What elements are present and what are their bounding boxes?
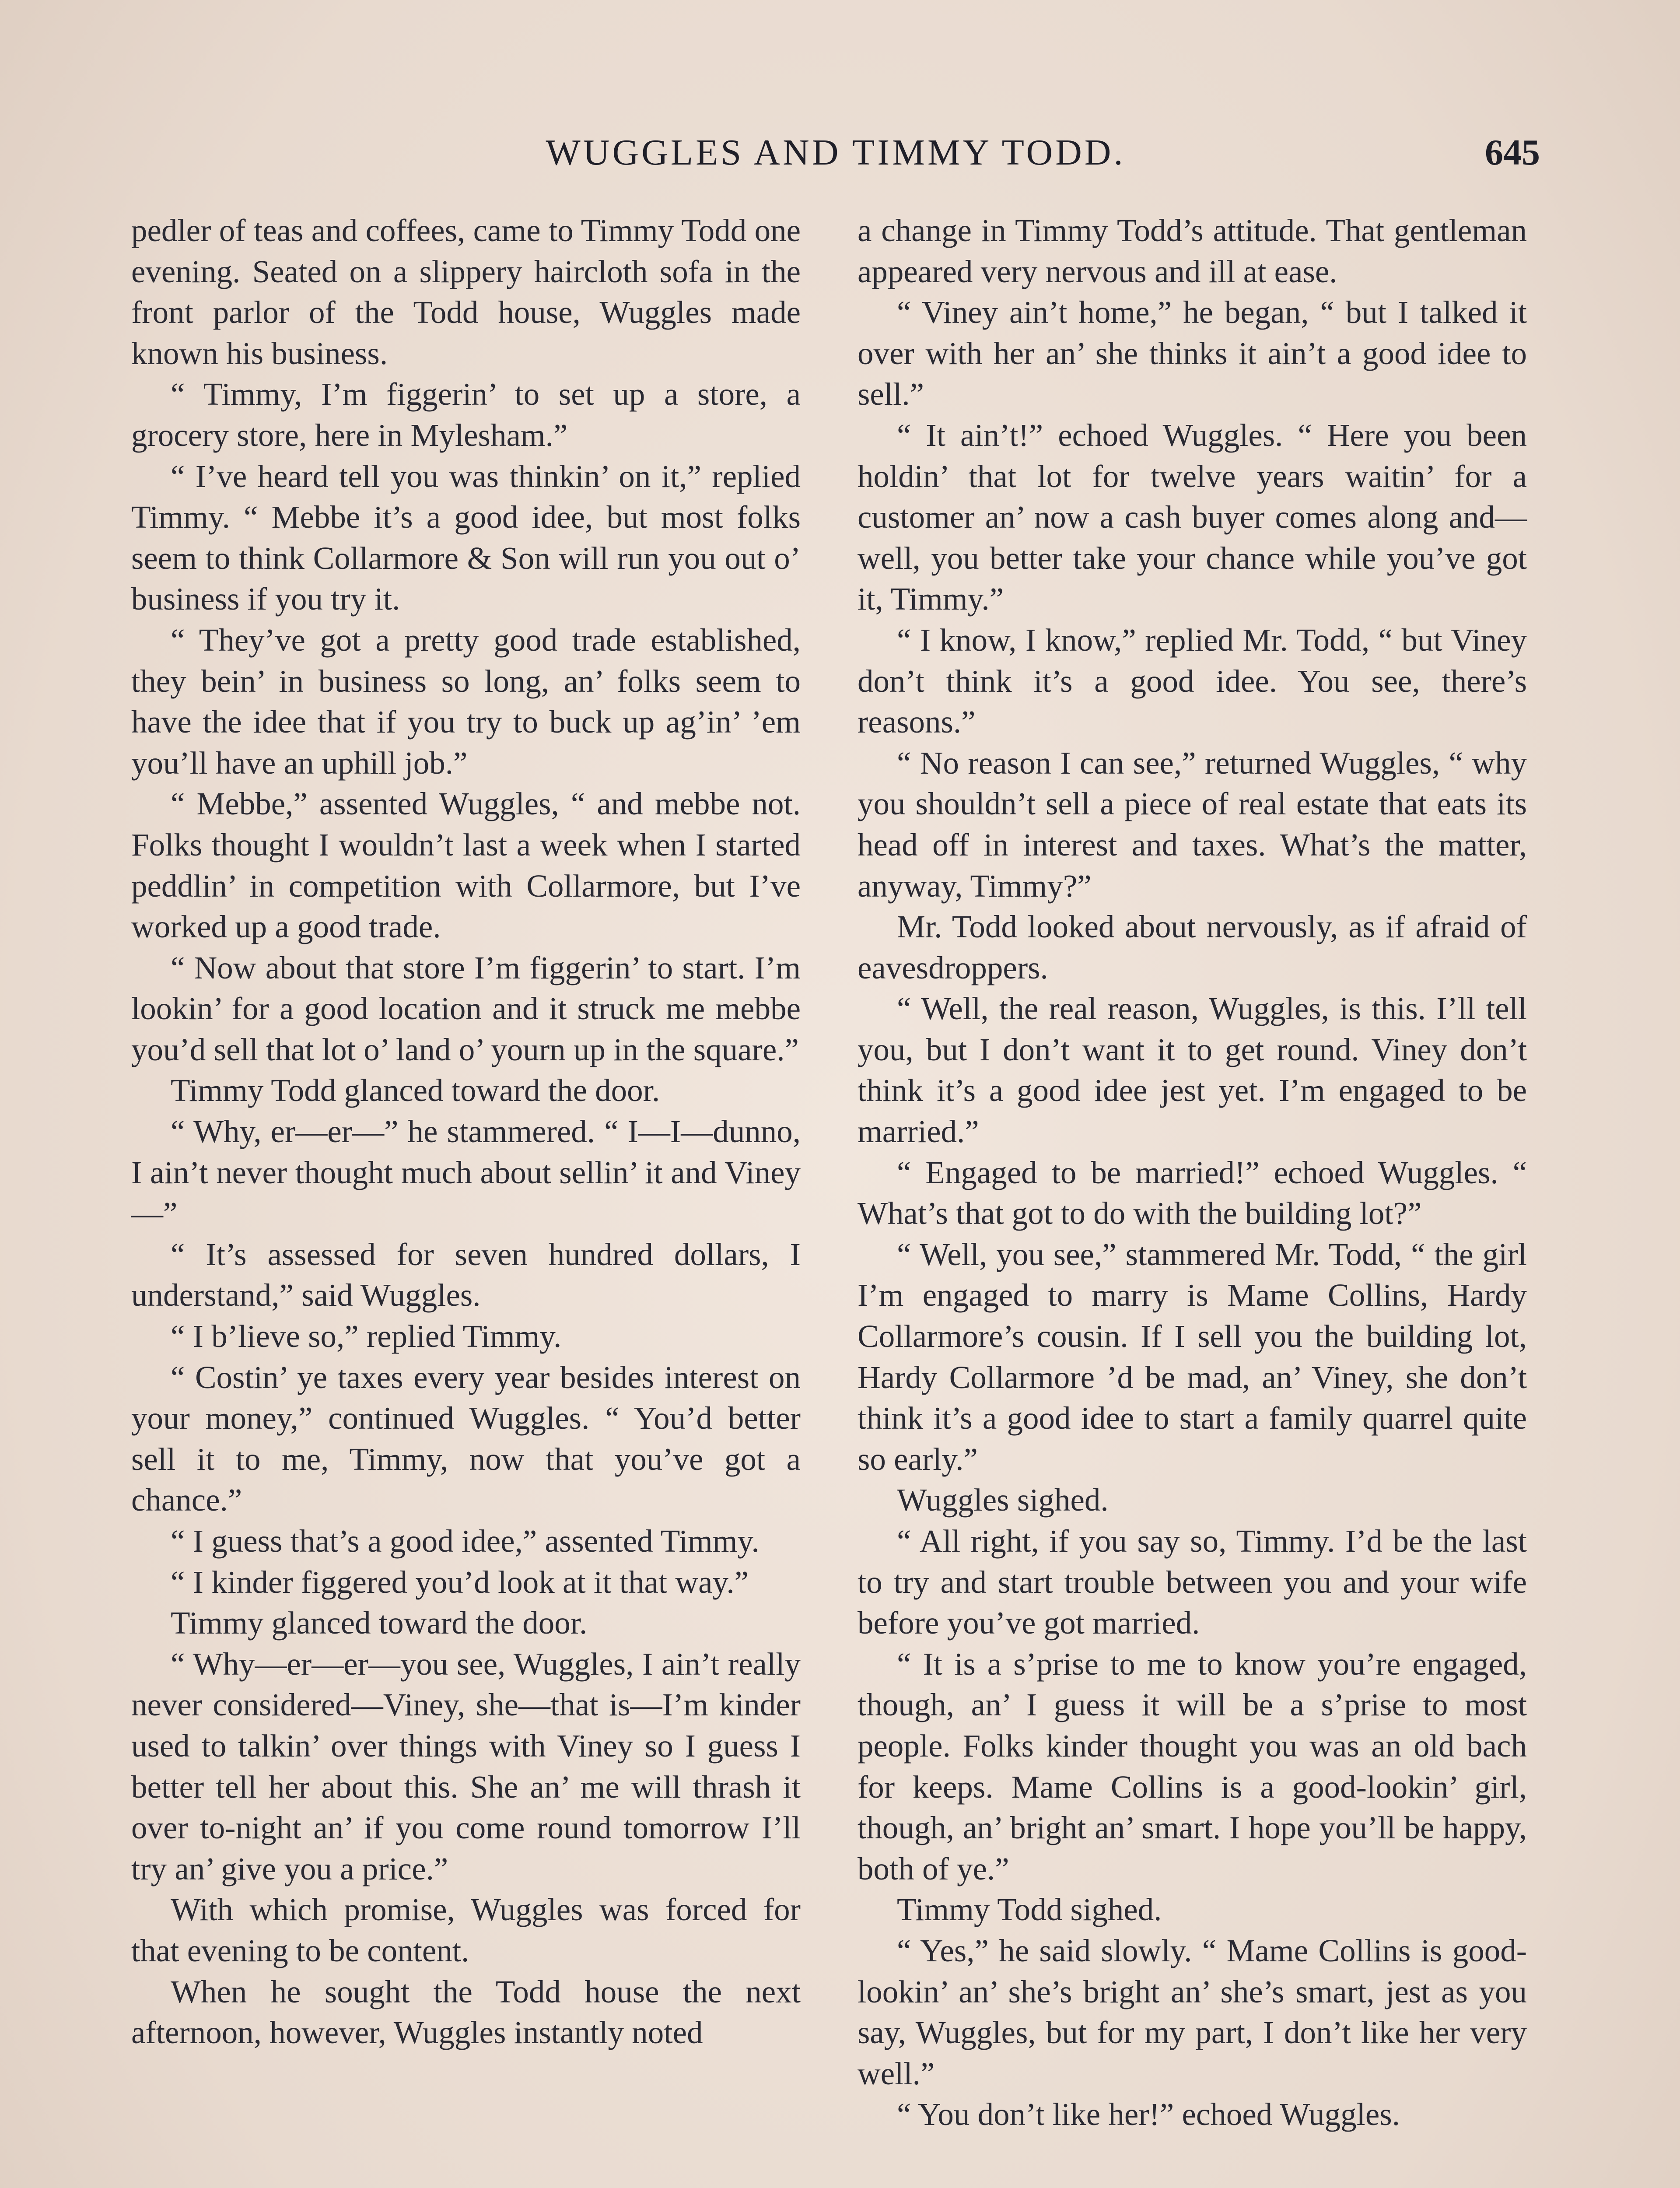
paragraph: Timmy glanced toward the door. xyxy=(171,1605,588,1641)
paragraph: Timmy Todd glanced toward the door. xyxy=(171,1073,660,1108)
paragraph: “ No reason I can see,” returned Wuggles, “ why you shouldn’t sell a piece of real estate that eats its head off in interest and taxes. What’s the matter, anyway, Timmy?” xyxy=(858,745,1527,904)
paragraph: “ It is a s’prise to me to know you’re engaged, though, an’ I guess it will be a s’prise to most people. Folks kinder thought you was an old bach for keeps. Mame Collins is a good-lookin’ girl, though, an’ bright an’ smart. I hope you’ll be happy, both of ye.” xyxy=(858,1646,1527,1886)
paragraph: “ I know, I know,” replied Mr. Todd, “ but Viney don’t think it’s a good idee. You see, there’s reasons.” xyxy=(858,622,1527,740)
paragraph: “ It’s assessed for seven hundred dollars, I understand,” said Wuggles. xyxy=(131,1236,801,1313)
paragraph: When he sought the Todd house the next afternoon, however, Wuggles instantly noted xyxy=(131,1974,801,2051)
paragraph: “ Timmy, I’m figgerin’ to set up a store, a grocery store, here in Mylesham.” xyxy=(131,376,801,453)
paragraph: “ Well, the real reason, Wuggles, is this. I’ll tell you, but I don’t want it to get round. Viney don’t think it’s a good idee jest yet. I’m engaged to be married.” xyxy=(858,991,1527,1150)
paragraph: “ Why—er—er—you see, Wuggles, I ain’t really never considered—Viney, she—that is—I’m kinder used to talkin’ over things with Viney so I guess I better tell her about this. She an’ me will thrash it over to-night an’ if you come round tomorrow I’ll try an’ give you a price.” xyxy=(131,1646,801,1886)
paragraph: “ I’ve heard tell you was thinkin’ on it,” replied Timmy. “ Mebbe it’s a good idee, but most folks seem to think Collarmore & Son will run you out o’ business if you try it. xyxy=(131,458,801,617)
paragraph: pedler of teas and coffees, came to Timmy Todd one evening. Seated on a slippery haircloth sofa in the front parlor of the Todd house, Wuggles made known his business. xyxy=(131,213,801,371)
paragraph: “ It ain’t!” echoed Wuggles. “ Here you been holdin’ that lot for twelve years waitin’ for a customer an’ now a cash buyer comes along and—well, you better take your chance while you’ve got it, Timmy.” xyxy=(858,417,1527,617)
paragraph: “ Now about that store I’m figgerin’ to start. I’m lookin’ for a good location and it struck me mebbe you’d sell that lot o’ land o’ yourn up in the square.” xyxy=(131,950,801,1067)
paragraph: “ You don’t like her!” echoed Wuggles. xyxy=(897,2097,1400,2132)
paragraph: Wuggles sighed. xyxy=(897,1482,1109,1518)
paragraph: “ Costin’ ye taxes every year besides interest on your money,” continued Wuggles. “ You’d better sell it to me, Timmy, now that you’ve got a chance.” xyxy=(131,1359,801,1518)
running-header xyxy=(131,131,1540,184)
paragraph: “ Mebbe,” assented Wuggles, “ and mebbe not. Folks thought I wouldn’t last a week when I started peddlin’ in competition with Collarmore, but I’ve worked up a good trade. xyxy=(131,786,801,945)
left-text-column xyxy=(131,210,801,2053)
paragraph: “ Yes,” he said slowly. “ Mame Collins is good-lookin’ an’ she’s bright an’ she’s smart, jest as you say, Wuggles, but for my part, I don’t like her very well.” xyxy=(858,1932,1527,2091)
paragraph: “ I guess that’s a good idee,” assented Timmy. xyxy=(171,1523,760,1559)
paragraph: a change in Timmy Todd’s attitude. That gentleman appeared very nervous and ill at ease. xyxy=(858,213,1527,289)
paragraph: Mr. Todd looked about nervously, as if afraid of eavesdroppers. xyxy=(858,909,1527,985)
paragraph: “ All right, if you say so, Timmy. I’d be the last to try and start trouble between you and your wife before you’ve got married. xyxy=(858,1523,1527,1641)
right-text-column xyxy=(858,210,1527,2135)
paragraph: “ Viney ain’t home,” he began, “ but I talked it over with her an’ she thinks it ain’t a good idee to sell.” xyxy=(858,295,1527,412)
paragraph: “ Engaged to be married!” echoed Wuggles. “ What’s that got to do with the building lot?” xyxy=(858,1154,1527,1231)
paragraph: “ I kinder figgered you’d look at it that way.” xyxy=(171,1564,749,1600)
paragraph: “ Why, er—er—” he stammered. “ I—I—dunno, I ain’t never thought much about sellin’ it and Viney—” xyxy=(131,1114,801,1231)
paragraph: “ They’ve got a pretty good trade established, they bein’ in business so long, an’ folks seem to have the idee that if you try to buck up ag’in’ ’em you’ll have an uphill job.” xyxy=(131,622,801,781)
running-title: WUGGLES AND TIMMY TODD. xyxy=(546,132,1126,173)
page-number: 645 xyxy=(1485,132,1540,173)
paragraph: Timmy Todd sighed. xyxy=(897,1892,1162,1928)
paragraph: “ Well, you see,” stammered Mr. Todd, “ the girl I’m engaged to marry is Mame Collins, Hardy Collarmore’s cousin. If I sell you the building lot, Hardy Collarmore ’d be mad, an’ Viney, she don’t think it’s a good idee to start a family quarrel quite so early.” xyxy=(858,1236,1527,1477)
paragraph: With which promise, Wuggles was forced for that evening to be content. xyxy=(131,1892,801,1968)
paragraph: “ I b’lieve so,” replied Timmy. xyxy=(171,1318,562,1354)
